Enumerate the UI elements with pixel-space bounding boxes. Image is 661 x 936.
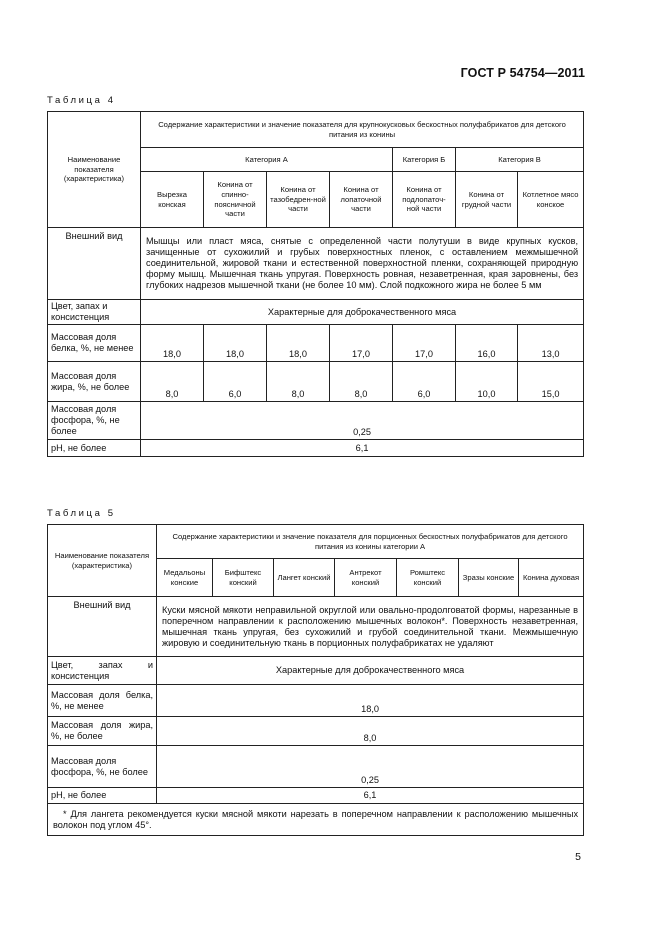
table4-column-header: Конина от тазобедрен-ной части <box>267 172 330 228</box>
table4-protein-value: 17,0 <box>330 325 393 362</box>
table5-caption: Таблица 5 <box>47 508 116 519</box>
table4-category-a: Категория А <box>141 148 393 172</box>
table4-protein-value: 18,0 <box>267 325 330 362</box>
table5-appearance-label: Внешний вид <box>48 597 157 657</box>
table4-column-header: Конина от спинно-поясничной части <box>204 172 267 228</box>
table4-column-header: Конина от грудной части <box>456 172 518 228</box>
table4-fat-label: Массовая доля жира, %, не более <box>48 362 141 402</box>
table4-content-header: Содержание характеристики и значение показателя для крупнокусковых бескостных полуфабрикатов для детского питания из конины <box>141 112 584 148</box>
table5-color-value: Характерные для доброкачественного мяса <box>157 657 584 685</box>
table4-protein-value: 16,0 <box>456 325 518 362</box>
table4-ph-label: pH, не более <box>48 440 141 457</box>
table5 <box>47 524 584 836</box>
page-number: 5 <box>575 851 581 863</box>
table4-category-b: Категория Б <box>393 148 456 172</box>
table4-caption: Таблица 4 <box>47 95 116 106</box>
document-code: ГОСТ Р 54754—2011 <box>460 66 585 80</box>
table5-column-header: Ромштекс конский <box>397 559 459 597</box>
table4-fat-value: 8,0 <box>141 362 204 402</box>
table4-fat-value: 8,0 <box>330 362 393 402</box>
table4-column-header: Конина от подлопаточ-ной части <box>393 172 456 228</box>
table4-fat-value: 15,0 <box>518 362 584 402</box>
table5-fat-label: Массовая доля жира, %, не более <box>48 717 157 746</box>
table4-appearance-text: Мышцы или пласт мяса, снятые с определенной части полутуши в виде крупных кусков, зачищенные от сухожилий и грубых поверхностных пленок, с оставлением межмышечной соединительной, жировой ткани и естественной поверхностной пленки, сохраняющей природную форму мышц. Мышечная ткань упругая. Поверхность ровная, незаветренная, края заровнены, без глубоких надрезов мышечной ткани (не более 10 мм). Слой подкожного жира не более 5 мм <box>141 228 584 300</box>
table5-column-header: Бифштекс конский <box>213 559 274 597</box>
table5-column-header: Медальоны конские <box>157 559 213 597</box>
table4-fat-value: 8,0 <box>267 362 330 402</box>
table5-column-header: Антрекот конский <box>335 559 397 597</box>
table5-protein-label: Массовая доля белка, %, не менее <box>48 685 157 717</box>
table4-protein-value: 18,0 <box>141 325 204 362</box>
table5-fat-value: 8,0 <box>157 717 584 746</box>
table4-phosphorus-value: 0,25 <box>141 402 584 440</box>
table4-phosphorus-label: Массовая доля фосфора, %, не более <box>48 402 141 440</box>
table5-content-header: Содержание характеристики и значение показателя для порционных бескостных полуфабрикатов для детского питания из конины категории А <box>157 525 584 559</box>
table5-appearance-text: Куски мясной мякоти неправильной округлой или овально-продолговатой формы, нарезанные в поперечном направлении к расположению мышечных волокон*. Поверхность незаветренная, мышечная ткань упругая, без сухожилий и грубой соединительной ткани. Межмышечную жировую и соединительную ткань в порционных полуфабрикатах не удаляют <box>157 597 584 657</box>
table5-footnote: * Для лангета рекомендуется куски мясной мякоти нарезать в поперечном направлении к расположению мышечных волокон под углом 45°. <box>48 804 584 836</box>
table5-color-label: Цвет, запах и консистенция <box>48 657 157 685</box>
table4-protein-value: 18,0 <box>204 325 267 362</box>
table4-column-header: Котлетное мясо конское <box>518 172 584 228</box>
table4 <box>47 111 584 457</box>
table4-ph-value: 6,1 <box>141 440 584 457</box>
table4-protein-value: 13,0 <box>518 325 584 362</box>
table4-fat-value: 6,0 <box>204 362 267 402</box>
table4-color-value: Характерные для доброкачественного мяса <box>141 300 584 325</box>
table5-column-header: Зразы конские <box>459 559 519 597</box>
table5-column-header: Конина духовая <box>519 559 584 597</box>
table5-ph-value: 6,1 <box>157 788 584 804</box>
table5-phosphorus-label: Массовая доля фосфора, %, не более <box>48 746 157 788</box>
table4-category-v: Категория В <box>456 148 584 172</box>
table4-color-label: Цвет, запах и консистенция <box>48 300 141 325</box>
table4-column-header: Конина от лопаточной части <box>330 172 393 228</box>
table4-fat-value: 10,0 <box>456 362 518 402</box>
table4-column-header: Вырезка конская <box>141 172 204 228</box>
table5-protein-value: 18,0 <box>157 685 584 717</box>
table4-fat-value: 6,0 <box>393 362 456 402</box>
table4-name-header: Наименование показателя (характеристика) <box>48 112 141 228</box>
table4-protein-label: Массовая доля белка, %, не менее <box>48 325 141 362</box>
table5-name-header: Наименование показателя (характеристика) <box>48 525 157 597</box>
table5-ph-label: pH, не более <box>48 788 157 804</box>
table4-appearance-label: Внешний вид <box>48 228 141 300</box>
table5-column-header: Лангет конский <box>274 559 335 597</box>
table4-protein-value: 17,0 <box>393 325 456 362</box>
table5-phosphorus-value: 0,25 <box>157 746 584 788</box>
